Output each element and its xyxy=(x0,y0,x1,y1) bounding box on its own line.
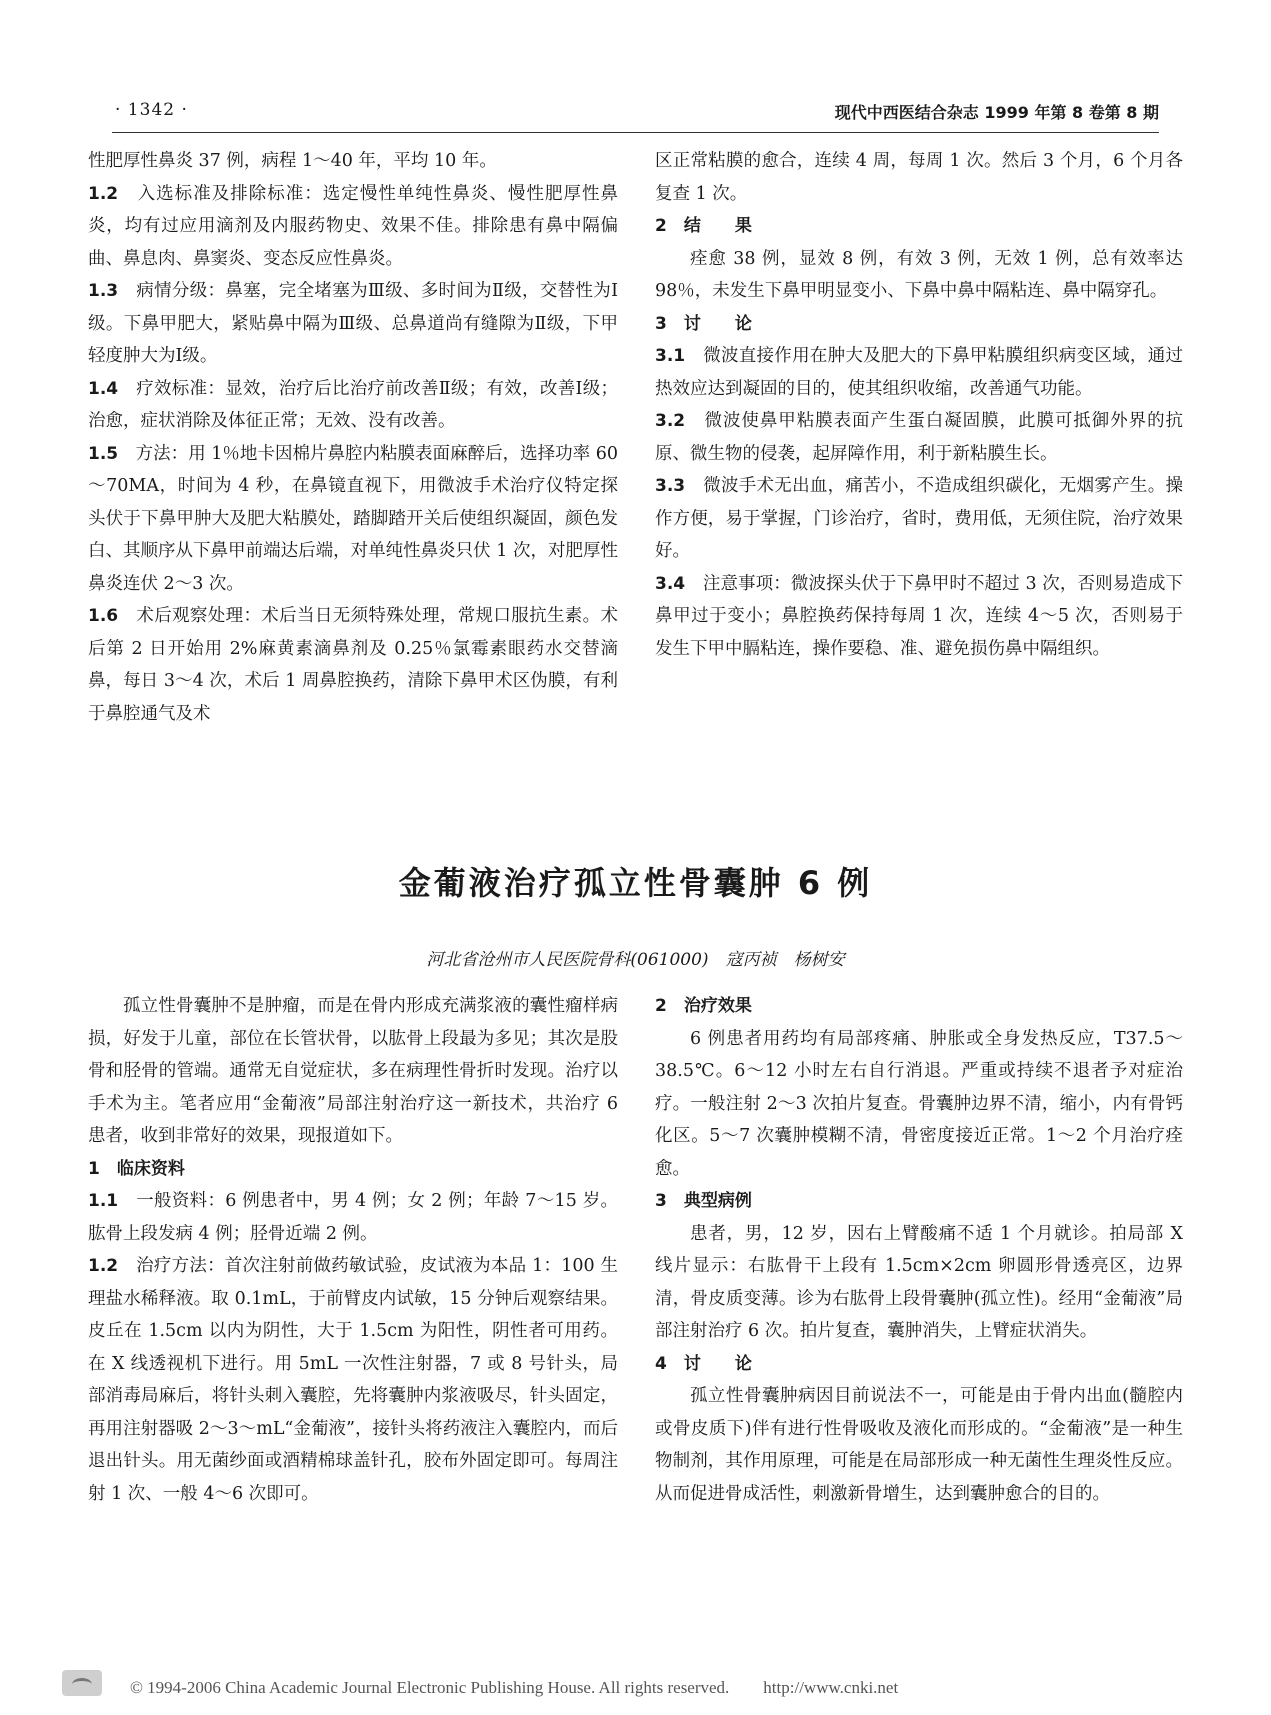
header-rule xyxy=(112,132,1159,133)
section-heading: 2 结 果 xyxy=(655,216,752,236)
subsection-paragraph xyxy=(655,340,1183,405)
page-number: · 1342 · xyxy=(115,100,188,120)
section-heading: 4 讨 论 xyxy=(655,1353,752,1374)
subsection-text: 微波直接作用在肿大及肥大的下鼻甲粘膜组织病变区域，通过热效应达到凝固的目的，使其组织收缩，改善通气功能。 xyxy=(655,346,1183,399)
cnki-logo-icon xyxy=(62,1670,102,1696)
subsection-text: 疗效标准：显效，治疗后比治疗前改善Ⅱ级；有效，改善Ⅰ级；治愈，症状消除及体征正常；无效、没有改善。 xyxy=(88,378,618,431)
subsection-number: 1.4 xyxy=(88,378,119,399)
body-paragraph: 6 例患者用药均有局部疼痛、肿胀或全身发热反应，T37.5～38.5℃。6～12 小时左右自行消退。严重或持续不退者予对症治疗。一般注射 2～3 次拍片复查。骨囊肿边界不清，缩小，内有骨钙化区。5～7 次囊肿模糊不清，骨密度接近正常。1～2 个月治疗痊愈。 xyxy=(655,1028,1183,1179)
subsection-number: 1.2 xyxy=(88,183,119,204)
subsection-number: 3.4 xyxy=(655,573,686,594)
article-title: 金葡液治疗孤立性骨囊肿 6 例 xyxy=(398,864,873,902)
section-heading: 2 治疗效果 xyxy=(655,996,752,1016)
subsection-paragraph xyxy=(88,438,618,601)
body-paragraph: 性肥厚性鼻炎 37 例，病程 1～40 年，平均 10 年。 xyxy=(88,151,497,171)
subsection-paragraph xyxy=(655,568,1183,666)
subsection-text: 术后观察处理：术后当日无须特殊处理，常规口服抗生素。术后第 2 日开始用 2%麻黄素滴鼻剂及 0.25％氯霉素眼药水交替滴鼻，每日 3～4 次，术后 1 周鼻腔换药，清除下鼻甲术区伪膜，有利于鼻腔通气及术 xyxy=(88,606,619,724)
subsection-paragraph xyxy=(88,1185,618,1250)
subsection-text: 病情分级：鼻塞，完全堵塞为Ⅲ级、多时间为Ⅱ级，交替性为Ⅰ级。下鼻甲肥大，紧贴鼻中隔为Ⅲ级、总鼻道尚有缝隙为Ⅱ级，下甲轻度肿大为Ⅰ级。 xyxy=(88,281,619,366)
subsection-paragraph xyxy=(88,275,618,373)
subsection-number: 1.5 xyxy=(88,443,119,464)
subsection-number: 3.2 xyxy=(655,411,686,431)
article2-left-column xyxy=(88,990,618,1510)
subsection-paragraph xyxy=(88,1250,618,1510)
subsection-number: 3.3 xyxy=(655,476,686,496)
subsection-number: 1.3 xyxy=(88,281,119,301)
copyright-text: © 1994-2006 China Academic Journal Electronic Publishing House. All rights reserved. http://www.cnki.net xyxy=(130,1678,899,1697)
section-heading: 1 临床资料 xyxy=(88,1158,185,1179)
subsection-paragraph xyxy=(88,373,618,438)
section-heading: 3 讨 论 xyxy=(655,313,752,334)
body-paragraph: 孤立性骨囊肿病因目前说法不一，可能是由于骨内出血(髓腔内或骨皮质下)伴有进行性骨吸收及液化而形成的。“金葡液”是一种生物制剂，其作用原理，可能是在局部形成一种无菌性生理炎性反应。从而促进骨成活性，刺激新骨增生，达到囊肿愈合的目的。 xyxy=(655,1386,1183,1504)
journal-name: 现代中西医结合杂志 1999 年第 8 卷第 8 期 xyxy=(834,103,1159,122)
subsection-number: 1.1 xyxy=(88,1191,119,1211)
body-paragraph: 孤立性骨囊肿不是肿瘤，而是在骨内形成充满浆液的囊性瘤样病损，好发于儿童，部位在长管状骨，以肱骨上段最为多见；其次是股骨和胫骨的管端。通常无自觉症状，多在病理性骨折时发现。治疗以手术为主。笔者应用“金葡液”局部注射治疗这一新技术，共治疗 6 患者，收到非常好的效果，现报道如下。 xyxy=(88,996,618,1146)
subsection-text: 入选标准及排除标准：选定慢性单纯性鼻炎、慢性肥厚性鼻炎，均有过应用滴剂及内服药物史、效果不佳。排除患有鼻中隔偏曲、鼻息肉、鼻窦炎、变态反应性鼻炎。 xyxy=(88,183,619,269)
footer xyxy=(62,1670,1212,1700)
article2-right-column xyxy=(655,990,1183,1510)
body-paragraph: 区正常粘膜的愈合，连续 4 周，每周 1 次。然后 3 个月，6 个月各复查 1 次。 xyxy=(655,151,1183,204)
subsection-number: 1.6 xyxy=(88,606,119,626)
section-heading: 3 典型病例 xyxy=(655,1191,752,1211)
subsection-text: 治疗方法：首次注射前做药敏试验，皮试液为本品 1：100 生理盐水稀释液。取 0.1mL，于前臂皮内试敏，15 分钟后观察结果。皮丘在 1.5cm 以内为阴性，大于 1.5cm 为阳性，阴性者可用药。在 X 线透视机下进行。用 5mL 一次性注射器，7 或 8 号针头，局部消毒局麻后，将针头刺入囊腔，先将囊肿内浆液吸尽，针头固定，再用注射器吸 2～3～mL“金葡液”，接针头将药液注入囊腔内，而后退出针头。用无菌纱面或酒精棉球盖针孔，胶布外固定即可。每周注射 1 次、一般 4～6 次即可。 xyxy=(88,1256,618,1504)
article1-right-column xyxy=(655,145,1183,665)
subsection-text: 微波手术无出血，痛苦小，不造成组织碳化，无烟雾产生。操作方便，易于掌握，门诊治疗，省时，费用低，无须住院，治疗效果好。 xyxy=(655,476,1183,561)
subsection-paragraph xyxy=(88,178,618,276)
subsection-number: 1.2 xyxy=(88,1256,119,1276)
subsection-paragraph xyxy=(655,405,1183,470)
article-authors: 河北省沧州市人民医院骨科(061000) 寇丙祯 杨树安 xyxy=(426,950,845,970)
running-head xyxy=(115,100,1159,126)
body-paragraph: 痊愈 38 例，显效 8 例，有效 3 例，无效 1 例，总有效率达 98％，未发生下鼻甲明显变小、下鼻中鼻中隔粘连、鼻中隔穿孔。 xyxy=(655,248,1183,301)
article1-left-column xyxy=(88,145,618,730)
subsection-paragraph xyxy=(88,600,618,730)
subsection-text: 方法：用 1％地卡因棉片鼻腔内粘膜表面麻醉后，选择功率 60～70MA，时间为 4 秒，在鼻镜直视下，用微波手术治疗仪特定探头伏于下鼻甲肿大及肥大粘膜处，踏脚踏开关后使组织凝固，颜色发白、其顺序从下鼻甲前端达后端，对单纯性鼻炎只伏 1 次，对肥厚性鼻炎连伏 2～3 次。 xyxy=(88,443,619,594)
subsection-text: 注意事项：微波探头伏于下鼻甲时不超过 3 次，否则易造成下鼻甲过于变小；鼻腔换药保持每周 1 次，连续 4～5 次，否则易于发生下甲中膈粘连，操作要稳、准、避免损伤鼻中隔组织。 xyxy=(655,573,1183,659)
body-paragraph: 患者，男，12 岁，因右上臂酸痛不适 1 个月就诊。拍局部 X 线片显示：右肱骨干上段有 1.5cm×2cm 卵圆形骨透亮区，边界清，骨皮质变薄。诊为右肱骨上段骨囊肿(孤立性)。经用“金葡液”局部注射治疗 6 次。拍片复查，囊肿消失，上臂症状消失。 xyxy=(655,1223,1183,1341)
subsection-text: 一般资料：6 例患者中，男 4 例；女 2 例；年龄 7～15 岁。肱骨上段发病 4 例；胫骨近端 2 例。 xyxy=(88,1191,618,1244)
subsection-text: 微波使鼻甲粘膜表面产生蛋白凝固膜，此膜可抵御外界的抗原、微生物的侵袭，起屏障作用，利于新粘膜生长。 xyxy=(655,411,1184,464)
subsection-number: 3.1 xyxy=(655,346,686,366)
subsection-paragraph xyxy=(655,470,1183,568)
